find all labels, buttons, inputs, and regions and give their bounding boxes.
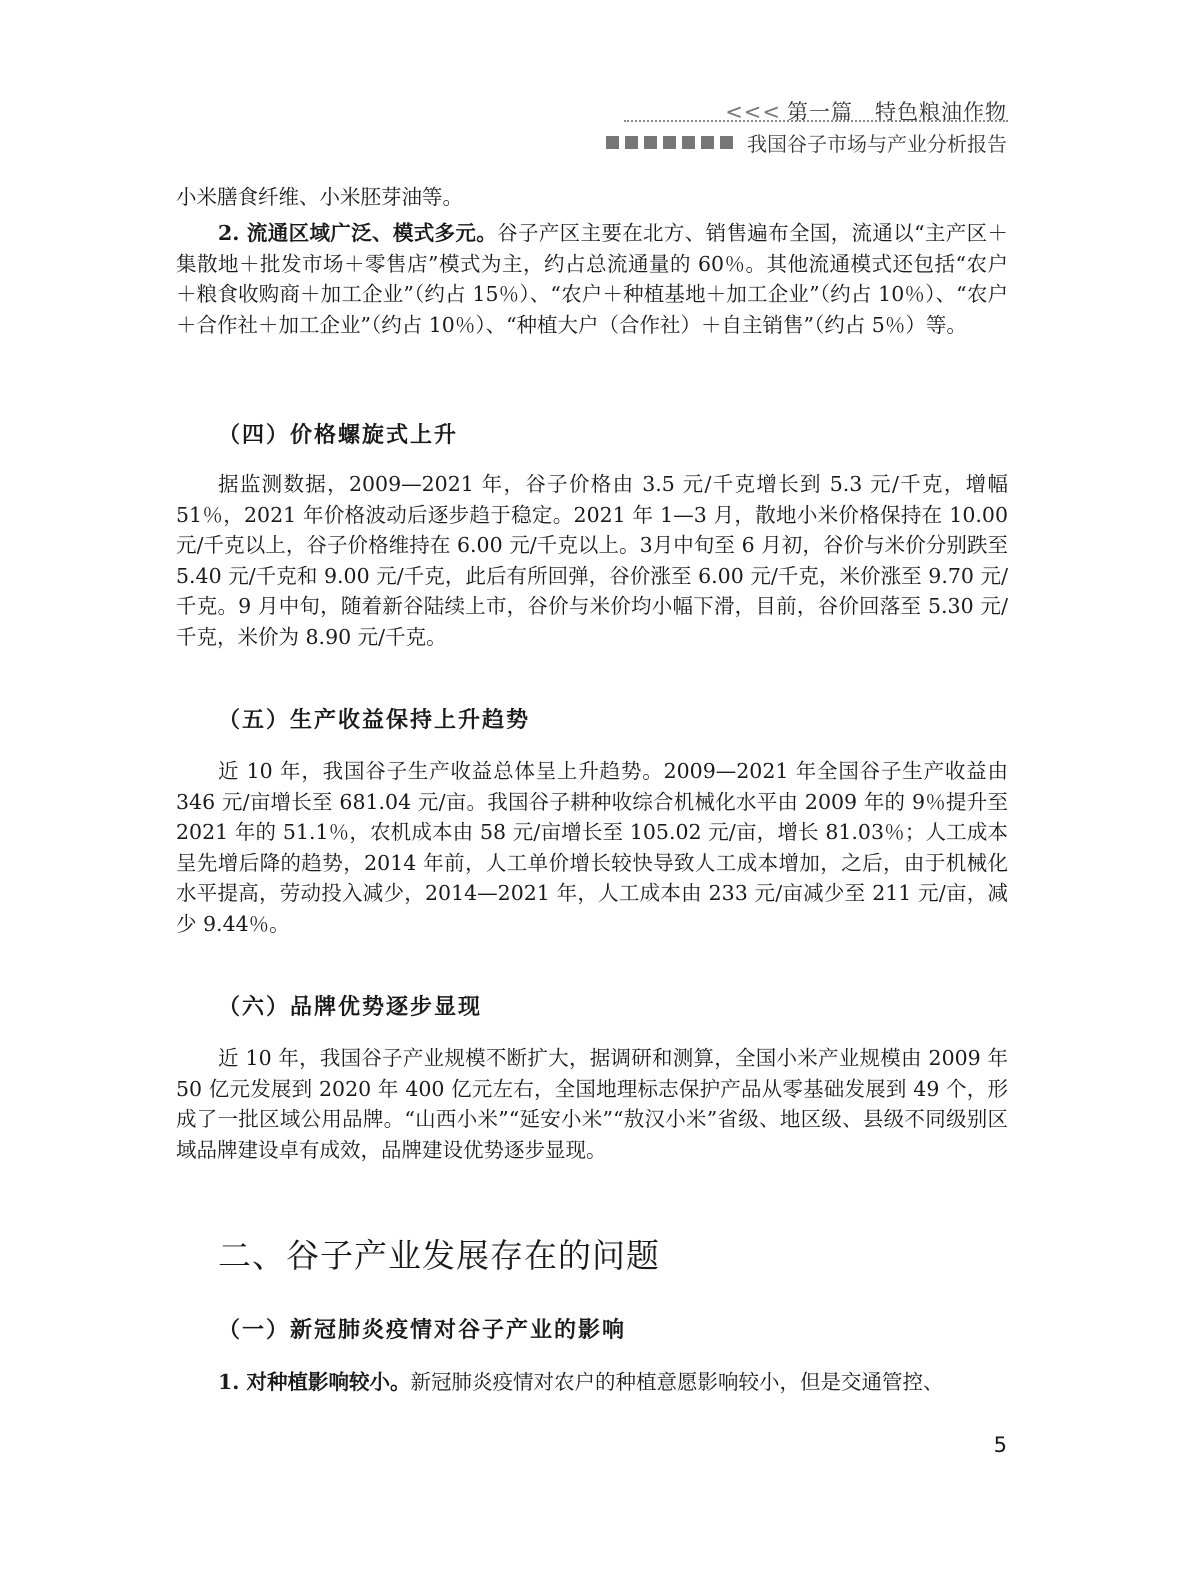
header-divider (624, 120, 1008, 122)
paragraph-circulation (176, 218, 1008, 340)
paragraph-continued: 小米膳食纤维、小米胚芽油等。 (176, 185, 463, 209)
section-heading-price: （四）价格螺旋式上升 (218, 423, 459, 448)
paragraph-price: 据监测数据，2009—2021 年，谷子价格由 3.5 元/千克增长到 5.3 元/千克，增幅 51％，2021 年价格波动后逐步趋于稳定。2021 年 1—3 月，散地小米价格保持在 10.00 元/千克以上，谷子价格维持在 6.00 元/千克以上。3月中旬至 6 月初，谷价与米价分别跌至 5.40 元/千克和 9.00 元/千克，此后有所回弹，谷价涨至 6.00 元/千克，米价涨至 9.70 元/千克。9 月中旬，随着新谷陆续上市，谷价与米价均小幅下滑，目前，谷价回落至 5.30 元/千克，米价为 8.90 元/千克。 (176, 472, 1008, 649)
section-heading-covid: （一）新冠肺炎疫情对谷子产业的影响 (218, 1318, 627, 1343)
paragraph-planting (176, 1367, 1008, 1398)
paragraph-body: 新冠肺炎疫情对农户的种植意愿影响较小，但是交通管控、 (410, 1370, 944, 1394)
part-title: 第一篇 特色粮油作物 (787, 100, 1007, 124)
chapter-heading: 二、谷子产业发展存在的问题 (218, 1236, 660, 1275)
section-heading-income: （五）生产收益保持上升趋势 (218, 708, 531, 733)
paragraph-brand: 近 10 年，我国谷子产业规模不断扩大，据调研和测算，全国小米产业规模由 2009 年 50 亿元发展到 2020 年 400 亿元左右，全国地理标志保护产品从零基础发展到 49 个，形成了一批区域公用品牌。“山西小米”“延安小米”“敖汉小米”省级、地区级、县级不同级别区域品牌建设卓有成效，品牌建设优势逐步显现。 (176, 1046, 1008, 1162)
page-number: 5 (993, 1433, 1007, 1457)
paragraph-income: 近 10 年，我国谷子生产收益总体呈上升趋势。2009—2021 年全国谷子生产收益由 346 元/亩增长至 681.04 元/亩。我国谷子耕种收综合机械化水平由 2009 年的 9％提升至 2021 年的 51.1％，农机成本由 58 元/亩增长至 105.02 元/亩，增长 81.03％；人工成本呈先增后降的趋势，2014 年前，人工单价增长较快导致人工成本增加，之后，由于机械化水平提高，劳动投入减少，2014—2021 年，人工成本由 233 元/亩减少至 211 元/亩，减少 9.44％。 (176, 759, 1008, 936)
paragraph-lead: 1. 对种植影响较小。 (218, 1370, 411, 1394)
chevron-left-icon: <<< (725, 100, 781, 124)
square-bullets-icon (606, 136, 733, 149)
running-header-report (606, 128, 1007, 157)
section-heading-brand: （六）品牌优势逐步显现 (218, 995, 483, 1020)
report-title: 我国谷子市场与产业分析报告 (747, 132, 1007, 156)
paragraph-lead: 2. 流通区域广泛、模式多元。 (218, 221, 498, 245)
paragraph-body: 谷子产区主要在北方、销售遍布全国，流通以“主产区＋集散地＋批发市场＋零售店”模式为主，约占总流通量的 60％。其他流通模式还包括“农户＋粮食收购商＋加工企业”（约占 15％）、“农户＋种植基地＋加工企业”（约占 10％）、“农户＋合作社＋加工企业”（约占 10％）、“种植大户（合作社）＋自主销售”（约占 5％）等。 (176, 221, 1008, 337)
